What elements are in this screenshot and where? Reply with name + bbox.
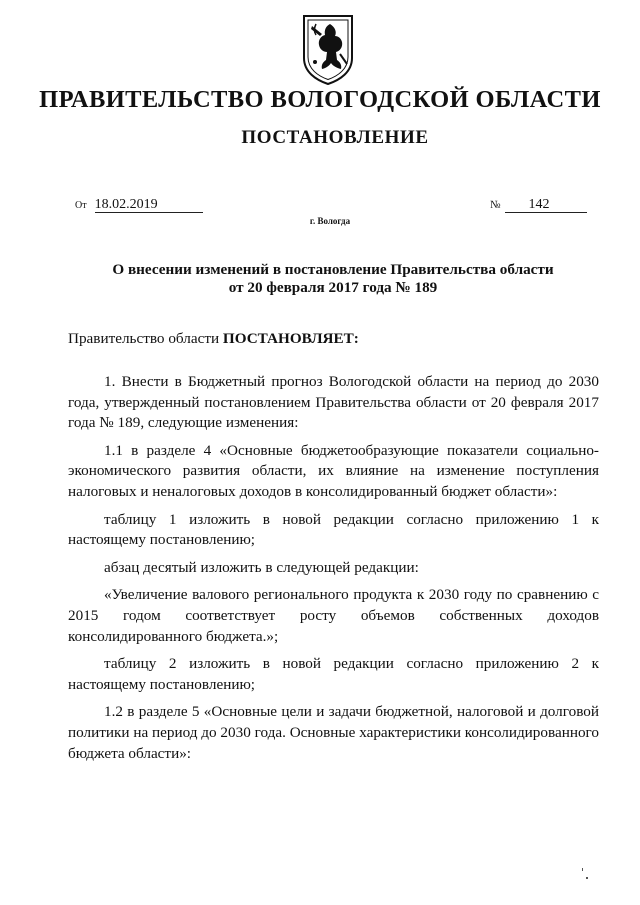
paragraph: таблицу 1 изложить в новой редакции согласно приложению 1 к настоящему постановлению; (68, 510, 599, 549)
paragraph: 1.2 в разделе 5 «Основные цели и задачи бюджетной, налоговой и долговой политики на период до 2030 года. Основные характеристики консолидированного бюджета области»: (68, 703, 599, 762)
number-label: № (490, 199, 501, 211)
preamble-text: Правительство области (68, 330, 223, 347)
scan-speck (582, 868, 583, 871)
scan-speck (586, 877, 588, 879)
subject-line-2: от 20 февраля 2017 года № 189 (228, 279, 438, 296)
document-body (68, 372, 599, 771)
document-number (490, 197, 587, 213)
document-subject (0, 261, 640, 297)
coat-of-arms-emblem (300, 12, 356, 86)
subject-line-1: О внесении изменений в постановление Правительства области (112, 261, 554, 278)
number-value: 142 (505, 198, 587, 213)
paragraph: 1.1 в разделе 4 «Основные бюджетообразующие показатели социально-экономического развития области, их влияние на изменение поступления налоговых и неналоговых доходов в консолидированный бюджет области»: (68, 441, 599, 500)
date-value: 18.02.2019 (95, 198, 203, 213)
government-title: ПРАВИТЕЛЬСТВО ВОЛОГОДСКОЙ ОБЛАСТИ (39, 86, 601, 113)
paragraph: абзац десятый изложить в следующей редакции: (104, 558, 419, 576)
preamble (68, 330, 359, 348)
document-date (75, 197, 203, 213)
paragraph: таблицу 2 изложить в новой редакции согласно приложению 2 к настоящему постановлению; (68, 655, 599, 693)
paragraph: «Увеличение валового регионального продукта к 2030 году по сравнению с 2015 годом соответствует росту объемов собственных доходов консолидированного бюджета.»; (68, 586, 599, 645)
date-label: От (75, 200, 87, 211)
city-label: г. Вологда (309, 216, 351, 226)
document-type: ПОСТАНОВЛЕНИЕ (241, 127, 429, 148)
preamble-resolves: ПОСТАНОВЛЯЕТ: (222, 330, 359, 347)
paragraph: 1. Внести в Бюджетный прогноз Вологодской области на период до 2030 года, утвержденный постановлением Правительства области от 20 февраля 2017 года № 189, следующие изменения: (68, 373, 599, 432)
